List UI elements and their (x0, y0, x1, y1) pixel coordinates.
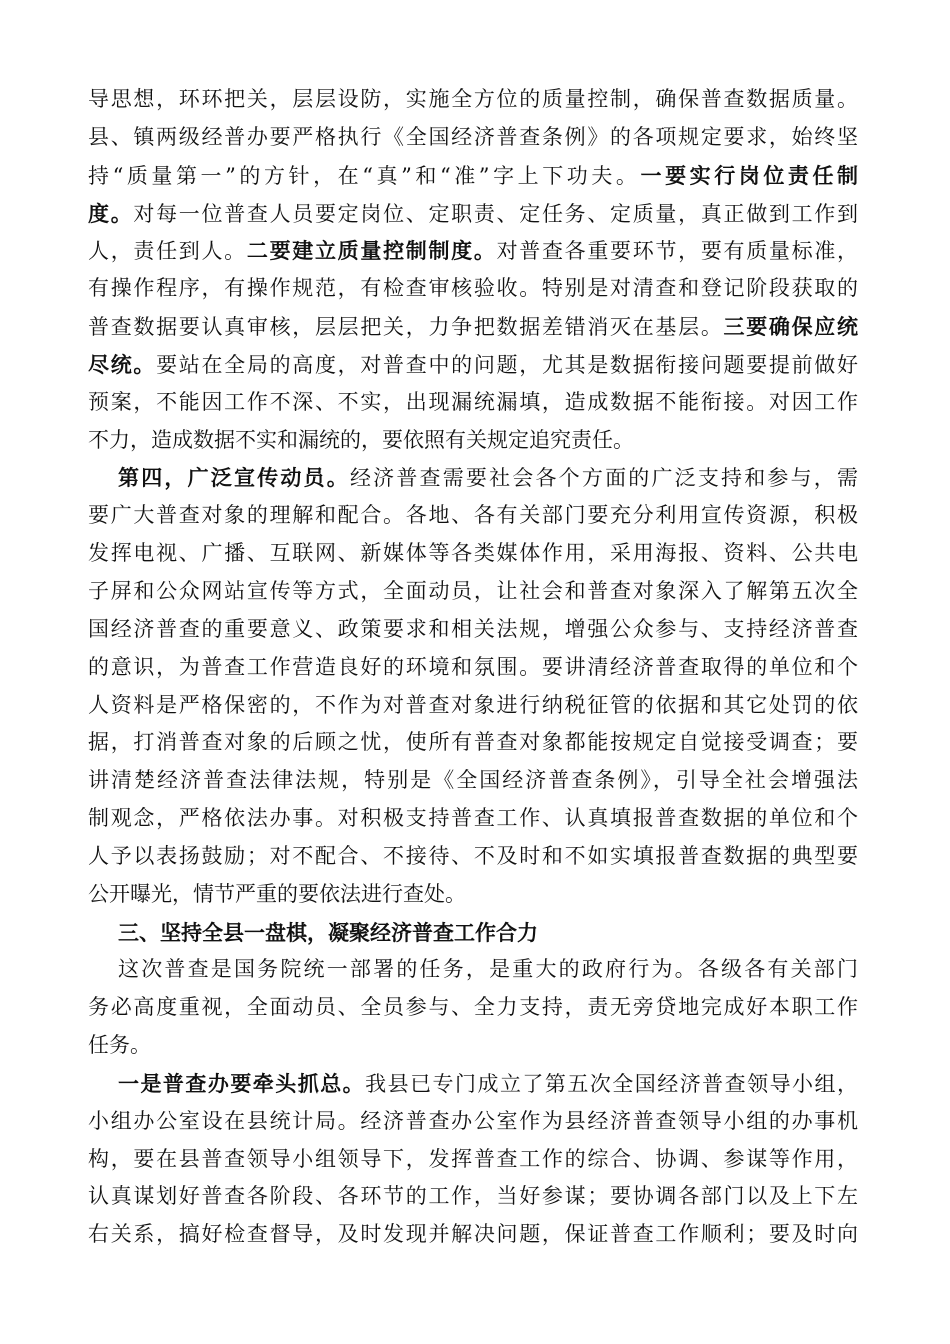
text-line (88, 1103, 858, 1141)
text-line (88, 119, 858, 157)
text-segment: 人予以表扬鼓励；对不配合、不接待、不及时和不如实填报普查数据的典型要 (88, 843, 858, 868)
text-segment: 人，责任到人。 (88, 239, 247, 264)
text-segment: 的意识，为普查工作营造良好的环境和氛围。要讲清经济普查取得的单位和个 (88, 654, 858, 679)
text-segment: 县、镇两级经普办要严格执行《全国经济普查条例》的各项规定要求，始终坚 (88, 124, 858, 149)
text-line (88, 497, 858, 535)
text-segment: 有操作程序，有操作规范，有检查审核验收。特别是对清查和登记阶段获取的 (88, 276, 858, 301)
text-segment: 任务。 (88, 1033, 151, 1058)
text-segment: 认真谋划好普查各阶段、各环节的工作，当好参谋；要协调各部门以及上下左 (88, 1184, 858, 1209)
text-segment: 右关系，搞好检查督导，及时发现并解决问题，保证普查工作顺利；要及时向 (88, 1222, 858, 1247)
text-line (88, 951, 858, 989)
text-segment: 对每一位普查人员要定岗位、定职责、定任务、定质量，真正做到工作到 (133, 201, 859, 226)
text-line (88, 649, 858, 687)
bold-phrase: 二要建立质量控制制度。 (246, 238, 497, 264)
text-segment: 对普查各重要环节，要有质量标准， (496, 239, 859, 264)
text-line (88, 838, 858, 876)
text-line (88, 724, 858, 762)
text-line (88, 876, 858, 914)
text-line (88, 308, 858, 346)
text-segment: 要站在全局的高度，对普查中的问题，尤其是数据衔接问题要提前做好 (156, 352, 858, 377)
bold-phrase: 三要确保应统 (723, 314, 859, 340)
text-segment: 据，打消普查对象的后顾之忧，使所有普查对象都能按规定自觉接受调查；要 (88, 730, 858, 755)
text-segment: 要广大普查对象的理解和配合。各地、各有关部门要充分利用宣传资源，积极 (88, 503, 858, 528)
text-segment: 预案，不能因工作不深、不实，出现漏统漏填，造成数据不能衔接。对因工作 (88, 389, 858, 414)
text-line (88, 573, 858, 611)
bold-phrase: 度。 (88, 200, 134, 226)
text-segment: 不力，造成数据不实和漏统的，要依照有关规定追究责任。 (88, 427, 634, 452)
text-segment: 导思想，环环把关，层层设防，实施全方位的质量控制，确保普查数据质量。 (88, 87, 858, 111)
section-heading (88, 914, 858, 952)
text-line (88, 762, 858, 800)
text-segment: 子屏和公众网站宣传等方式，全面动员，让社会和普查对象深入了解第五次全 (88, 578, 858, 603)
text-line (88, 535, 858, 573)
text-line (88, 1178, 858, 1216)
text-segment: 普查数据要认真审核，层层把关，力争把数据差错消灭在基层。 (88, 315, 724, 340)
text-segment: 我县已专门成立了第五次全国经济普查领导小组， (365, 1071, 858, 1096)
text-line (88, 687, 858, 725)
text-segment: 讲清楚经济普查法律法规，特别是《全国经济普查条例》，引导全社会增强法 (88, 768, 858, 793)
text-segment: 发挥电视、广播、互联网、新媒体等各类媒体作用，采用海报、资料、公共电 (88, 541, 858, 566)
text-line (88, 1065, 858, 1103)
text-segment: 构，要在县普查领导小组领导下，发挥普查工作的综合、协调、参谋等作用， (88, 1146, 858, 1171)
text-segment: 务必高度重视，全面动员、全员参与、全力支持，责无旁贷地完成好本职工作 (88, 995, 858, 1020)
text-line (88, 384, 858, 422)
bold-phrase: 一是普查办要牵头抓总。 (118, 1070, 366, 1096)
bold-phrase: 尽统。 (88, 351, 157, 377)
text-line (88, 611, 858, 649)
text-line (88, 459, 858, 497)
text-line (88, 270, 858, 308)
text-segment: 经济普查需要社会各个方面的广泛支持和参与，需 (349, 466, 859, 491)
text-line (88, 800, 858, 838)
text-segment: 持“质量第一”的方针，在“真”和“准”字上下功夫。 (88, 163, 641, 188)
text-line (88, 195, 858, 233)
text-segment: 小组办公室设在县统计局。经济普查办公室作为县经济普查领导小组的办事机 (88, 1108, 858, 1133)
text-segment: 这次普查是国务院统一部署的任务，是重大的政府行为。各级各有关部门 (118, 957, 858, 982)
text-segment: 国经济普查的重要意义、政策要求和相关法规，增强公众参与、支持经济普查 (88, 616, 858, 641)
text-line (88, 157, 858, 195)
document-body (88, 81, 858, 1254)
text-line (88, 1027, 858, 1065)
text-line (88, 81, 858, 119)
text-segment: 公开曝光，情节严重的要依法进行查处。 (88, 881, 466, 906)
text-line (88, 232, 858, 270)
text-segment: 制观念，严格依法办事。对积极支持普查工作、认真填报普查数据的单位和个 (88, 806, 858, 831)
bold-phrase: 第四，广泛宣传动员。 (118, 465, 350, 491)
text-line (88, 346, 858, 384)
bold-phrase: 三、坚持全县一盘棋，凝聚经济普查工作合力 (118, 919, 538, 945)
text-line (88, 1216, 858, 1254)
text-line (88, 989, 858, 1027)
text-line (88, 1141, 858, 1179)
text-segment: 人资料是严格保密的，不作为对普查对象进行纳税征管的依据和其它处罚的依 (88, 692, 858, 717)
bold-phrase: 一要实行岗位责任制 (640, 162, 859, 188)
text-line (88, 422, 858, 460)
